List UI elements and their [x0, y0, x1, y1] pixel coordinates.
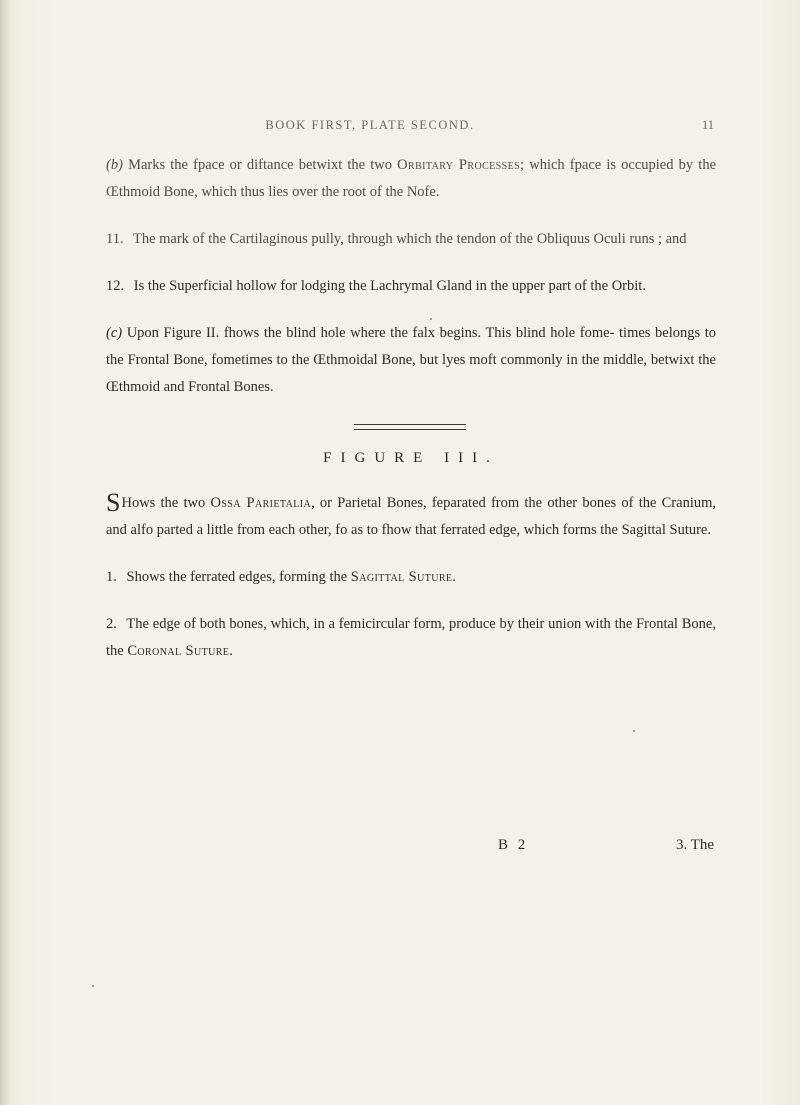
item-12	[106, 273, 716, 300]
item-12-text: Is the Superficial hollow for lodging the Lachrymal Gland in the upper part of the Orbit.	[133, 278, 646, 294]
figure-3-intro-text-1: Hows the two	[121, 495, 206, 511]
figure-3-item-1-text: Shows the ferrated edges, forming the	[126, 569, 348, 585]
figure-3-intro-text-2: , or Parietal Bones, feparated from the other bones of the Cranium, and alfo parted a little from each other, fo as to fhow that ferrated edge, which forms the Sagittal Suture.	[106, 495, 716, 538]
paragraph-c-text: Upon Figure II. fhows the blind hole where the falx begins. This blind hole fome- times belongs to the Frontal Bone, fometimes to the Œthmoidal Bone, but lyes moft commonly in the middle, betwixt the Œthmoid and Frontal Bones.	[106, 325, 717, 395]
figure-3-item-2-number: 2.	[106, 616, 117, 632]
item-11-number: 11.	[106, 231, 124, 247]
double-rule	[354, 424, 466, 430]
item-11	[106, 226, 716, 253]
drop-cap: S	[106, 488, 121, 517]
paper-speck	[430, 318, 432, 320]
figure-heading: FIGURE III.	[323, 450, 499, 466]
paper-speck	[633, 730, 635, 732]
item-11-text: The mark of the Cartilaginous pully, through which the tendon of the Obliquus Oculi runs ; and	[132, 231, 687, 247]
page-footer	[100, 837, 720, 861]
figure-3-item-1	[106, 564, 716, 591]
ossa-parietalia: Ossa Parietalia	[210, 495, 312, 511]
paragraph-b	[106, 152, 716, 206]
paragraph-b-label: (b)	[106, 157, 123, 173]
signature-mark: B 2	[498, 837, 529, 853]
page-number: 11	[701, 118, 714, 132]
figure-3-intro	[106, 490, 716, 544]
item-12-number: 12.	[106, 278, 125, 294]
paper-speck	[92, 985, 94, 987]
paragraph-b-orbitary-processes: Orbitary Processes	[397, 157, 521, 173]
coronal-suture: Coronal Suture.	[127, 643, 234, 659]
page-header	[100, 118, 720, 138]
paragraph-b-text-1: Marks the fpace or diftance betwixt the two	[128, 157, 392, 173]
figure-3-item-2-text: The edge of both bones, which, in a femicircular form, produce by their union with the Frontal Bone, the	[106, 616, 716, 659]
running-title: BOOK FIRST, PLATE SECOND.	[265, 118, 475, 132]
catchword: 3. The	[675, 837, 714, 853]
figure-3-item-1-number: 1.	[106, 569, 117, 585]
page-binding-edge	[0, 0, 10, 1105]
figure-3-item-2	[106, 611, 716, 665]
paragraph-c-label: (c)	[106, 325, 123, 341]
sagittal-suture: Sagittal Suture.	[350, 569, 457, 585]
paragraph-b-text-2: ; which fpace is occupied by the Œthmoid Bone, which thus lies over the root of the Nofe.	[106, 157, 717, 200]
paragraph-c	[106, 320, 716, 401]
section-divider	[106, 421, 716, 431]
body-text	[106, 152, 716, 685]
